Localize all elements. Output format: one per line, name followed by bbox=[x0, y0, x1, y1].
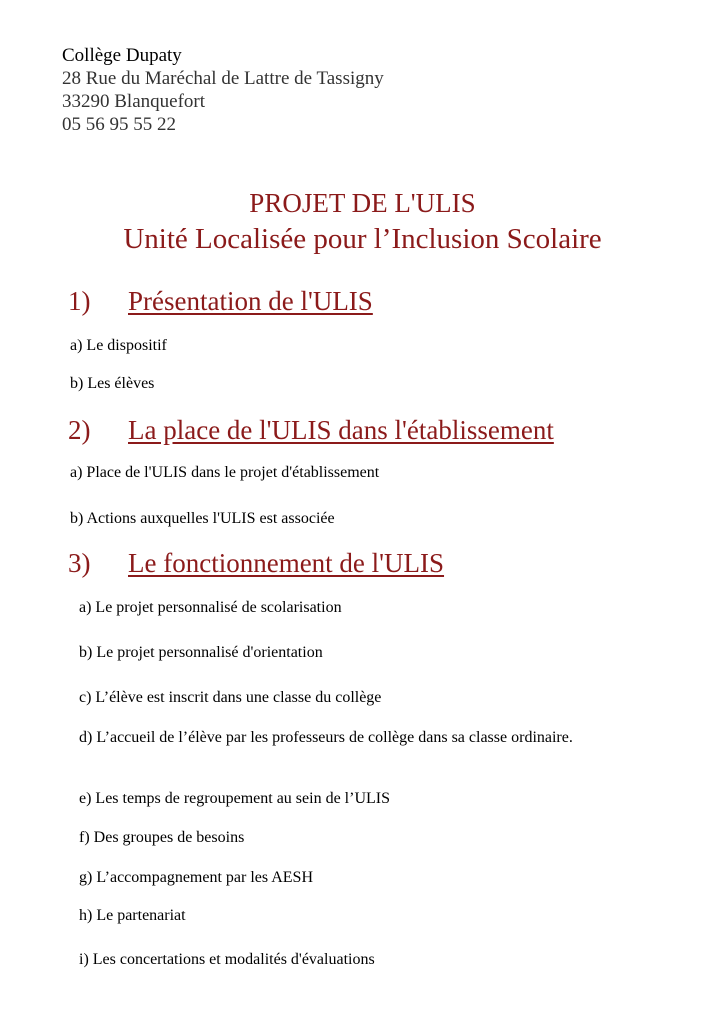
list-item: b) Le projet personnalisé d'orientation bbox=[79, 644, 323, 661]
list-item: a) Place de l'ULIS dans le projet d'établissement bbox=[70, 464, 380, 481]
section-number: 2) bbox=[68, 415, 91, 445]
section-title: Le fonctionnement de l'ULIS bbox=[128, 548, 445, 578]
section-title: La place de l'ULIS dans l'établissement bbox=[128, 415, 554, 445]
section-heading-2 bbox=[68, 414, 554, 446]
list-item: i) Les concertations et modalités d'évaluations bbox=[79, 951, 375, 968]
postal-city: 33290 Blanquefort bbox=[62, 91, 206, 112]
section-number: 1) bbox=[68, 286, 91, 316]
list-item: b) Actions auxquelles l'ULIS est associée bbox=[70, 510, 335, 527]
list-item: e) Les temps de regroupement au sein de l’ULIS bbox=[79, 790, 391, 807]
list-item: a) Le dispositif bbox=[70, 337, 167, 354]
section-number: 3) bbox=[68, 548, 91, 578]
school-name: Collège Dupaty bbox=[62, 45, 182, 66]
title-line-2: Unité Localisée pour l’Inclusion Scolaire bbox=[123, 223, 602, 255]
document-title bbox=[0, 186, 725, 258]
list-item: d) L’accueil de l’élève par les professeurs de collège dans sa classe ordinaire. bbox=[79, 729, 573, 746]
list-item: a) Le projet personnalisé de scolarisation bbox=[79, 599, 342, 616]
phone-number: 05 56 95 55 22 bbox=[62, 114, 176, 135]
list-item: c) L’élève est inscrit dans une classe du collège bbox=[79, 689, 382, 706]
title-line-1: PROJET DE L'ULIS bbox=[249, 188, 476, 218]
section-heading-1 bbox=[68, 285, 373, 317]
section-heading-3 bbox=[68, 547, 444, 579]
list-item: h) Le partenariat bbox=[79, 907, 186, 924]
list-item: g) L’accompagnement par les AESH bbox=[79, 869, 314, 886]
list-item: b) Les élèves bbox=[70, 375, 155, 392]
section-title: Présentation de l'ULIS bbox=[128, 286, 373, 316]
school-address-block bbox=[62, 44, 384, 136]
street-address: 28 Rue du Maréchal de Lattre de Tassigny bbox=[62, 68, 384, 89]
list-item: f) Des groupes de besoins bbox=[79, 829, 245, 846]
